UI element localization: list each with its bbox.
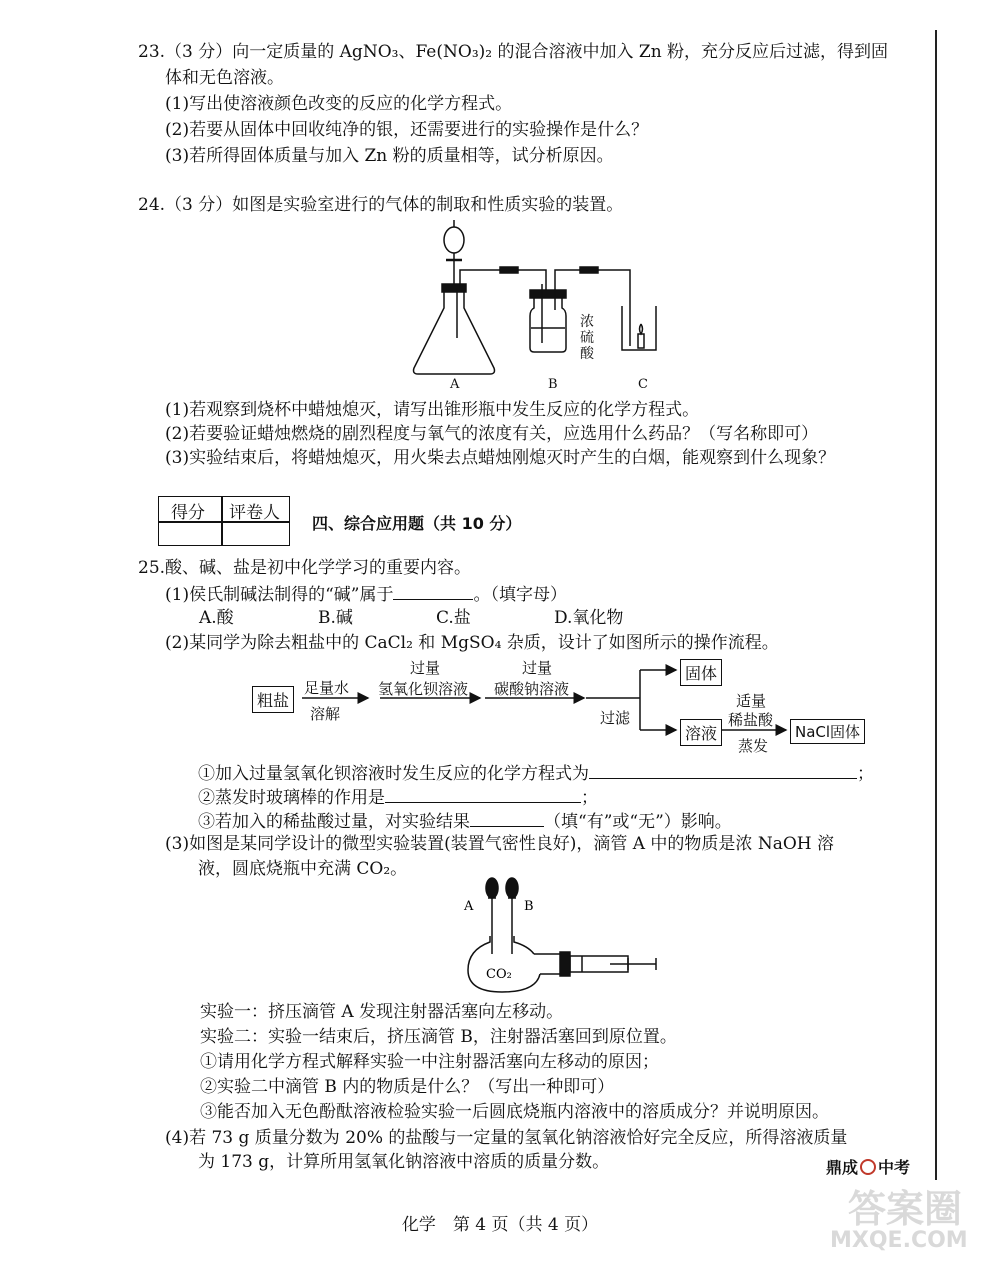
step5-amount: 适量 xyxy=(736,692,767,710)
acid-label-2: 硫 xyxy=(580,330,594,346)
q23-part2: (2)若要从固体中回收纯净的银，还需要进行的实验操作是什么？ xyxy=(165,120,649,140)
q25-sub3-text: ③若加入的稀盐酸过量，对实验结果 xyxy=(198,812,470,832)
solid-box: 固体 xyxy=(680,659,722,686)
label-co2: CO₂ xyxy=(486,967,512,982)
solution-box: 溶液 xyxy=(680,719,722,746)
q23-part1: (1)写出使溶液颜色改变的反应的化学方程式。 xyxy=(165,94,513,114)
micro-experiment-figure xyxy=(460,874,670,994)
label-dropper-A: A xyxy=(464,899,474,914)
q25-sub2-text: ②蒸发时玻璃棒的作用是 xyxy=(198,788,385,808)
q24-part3: (3)实验结束后，将蜡烛熄灭，用火柴去点蜡烛刚熄灭时产生的白烟，能观察到什么现象？ xyxy=(165,448,836,468)
step1-action: 溶解 xyxy=(310,705,341,723)
dropper-A-bulb xyxy=(486,878,498,898)
q25-stem: 25.酸、碱、盐是初中化学学习的重要内容。 xyxy=(138,558,472,578)
option-C: C.盐 xyxy=(436,608,471,628)
q23-part3: (3)若所得固体质量与加入 Zn 粉的质量相等，试分析原因。 xyxy=(165,146,614,166)
label-B: B xyxy=(548,377,558,392)
step5-reagent: 稀盐酸 xyxy=(728,711,774,729)
experiment-2: 实验二：实验一结束后，挤压滴管 B，注射器活塞回到原位置。 xyxy=(200,1027,677,1047)
q25-sub1-end: ； xyxy=(857,764,874,784)
candle-flame xyxy=(640,324,643,334)
separatory-funnel-bulb xyxy=(444,227,464,253)
flowchart-arrows xyxy=(290,650,800,760)
q24-part1: (1)若观察到烧杯中蜡烛熄灭，请写出锥形瓶中发生反应的化学方程式。 xyxy=(165,400,700,420)
round-bottom-flask xyxy=(468,936,540,992)
step5-action: 蒸发 xyxy=(738,737,769,755)
watermark-logo: 答案圈 xyxy=(848,1187,963,1231)
page-footer: 化学 第 4 页（共 4 页） xyxy=(401,1215,599,1235)
crude-salt-box: 粗盐 xyxy=(252,686,294,713)
score-box xyxy=(158,496,290,546)
q25-sub3-hint: （填“有”或“无”）影响。 xyxy=(544,812,732,832)
q25-sub3 xyxy=(198,808,732,834)
option-A: A.酸 xyxy=(199,608,234,628)
watermark-url: MXQE.COM xyxy=(830,1228,968,1253)
label-dropper-B: B xyxy=(524,899,534,914)
answer-blank-2[interactable] xyxy=(589,760,857,779)
q24-part2: (2)若要验证蜡烛燃烧的剧烈程度与氧气的浓度有关，应选用什么药品？（写名称即可） xyxy=(165,424,819,444)
section-4-title: 四、综合应用题（共 10 分） xyxy=(312,514,522,533)
exp-question-3: ③能否加入无色酚酞溶液检验实验一后圆底烧瓶内溶液中的溶质成分？并说明原因。 xyxy=(200,1102,829,1122)
q25-sub1-text: ①加入过量氢氧化钡溶液时发生反应的化学方程式为 xyxy=(198,764,589,784)
q25-part1-text: (1)侯氏制碱法制得的“碱”属于 xyxy=(165,585,394,605)
dropper-B-bulb xyxy=(506,878,518,898)
option-D: D.氧化物 xyxy=(554,608,624,628)
acid-label-3: 酸 xyxy=(580,346,594,362)
q25-sub1 xyxy=(198,760,874,786)
brand-name-right: 中考 xyxy=(878,1158,911,1177)
q25-sub2-end: ； xyxy=(581,788,598,808)
step1-reagent: 足量水 xyxy=(304,679,350,697)
step2-reagent: 氢氧化钡溶液 xyxy=(378,680,469,698)
q25-part1 xyxy=(165,581,567,607)
answer-blank-3[interactable] xyxy=(385,784,581,803)
exp-question-2: ②实验二中滴管 B 内的物质是什么？（写出一种即可） xyxy=(200,1077,615,1097)
gas-apparatus-figure xyxy=(400,218,700,398)
nacl-product-box: NaCl固体 xyxy=(790,719,865,744)
brand-circle-icon xyxy=(860,1159,876,1175)
step3-amount: 过量 xyxy=(522,659,553,677)
q23-stem: 23.（3 分）向一定质量的 AgNO₃、Fe(NO₃)₂ 的混合溶液中加入 Zn 粉，充分反应后过滤，得到固 xyxy=(138,42,889,62)
q23-stem-cont: 体和无色溶液。 xyxy=(165,68,284,88)
label-A: A xyxy=(450,377,460,392)
score-label: 得分 xyxy=(171,503,205,523)
conical-flask-A xyxy=(414,288,495,374)
answer-blank-1[interactable] xyxy=(393,581,473,600)
q25-sub2 xyxy=(198,784,598,810)
experiment-1: 实验一：挤压滴管 A 发现注射器活塞向左移动。 xyxy=(200,1002,564,1022)
filter-step: 过滤 xyxy=(600,709,631,727)
candle xyxy=(638,334,644,348)
q25-part4: (4)若 73 g 质量分数为 20% 的盐酸与一定量的氢氧化钠溶液恰好完全反应，所得溶液质量 xyxy=(165,1128,848,1148)
brand-name-left: 鼎成 xyxy=(826,1158,859,1177)
q25-part4-cont: 为 173 g，计算所用氢氧化钠溶液中溶质的质量分数。 xyxy=(198,1152,610,1172)
acid-label-1: 浓 xyxy=(580,314,594,330)
q25-part3-cont: 液，圆底烧瓶中充满 CO₂。 xyxy=(198,859,408,879)
answer-blank-4[interactable] xyxy=(470,808,544,827)
grader-label: 评卷人 xyxy=(229,503,280,523)
wash-bottle-B xyxy=(530,298,566,352)
margin-rule xyxy=(935,30,937,1180)
q25-part2: (2)某同学为除去粗盐中的 CaCl₂ 和 MgSO₄ 杂质，设计了如图所示的操作流程。 xyxy=(165,633,779,653)
brand-logo xyxy=(826,1155,910,1178)
exp-question-1: ①请用化学方程式解释实验一中注射器活塞向左移动的原因； xyxy=(200,1052,659,1072)
q25-part3: (3)如图是某同学设计的微型实验装置(装置气密性良好)，滴管 A 中的物质是浓 NaOH 溶 xyxy=(165,834,835,854)
option-B: B.碱 xyxy=(318,608,353,628)
q24-stem: 24.（3 分）如图是实验室进行的气体的制取和性质实验的装置。 xyxy=(138,195,624,215)
label-C: C xyxy=(638,377,648,392)
step3-reagent: 碳酸钠溶液 xyxy=(494,680,570,698)
q25-part1-hint: 。（填字母） xyxy=(473,585,567,605)
step2-amount: 过量 xyxy=(410,659,441,677)
